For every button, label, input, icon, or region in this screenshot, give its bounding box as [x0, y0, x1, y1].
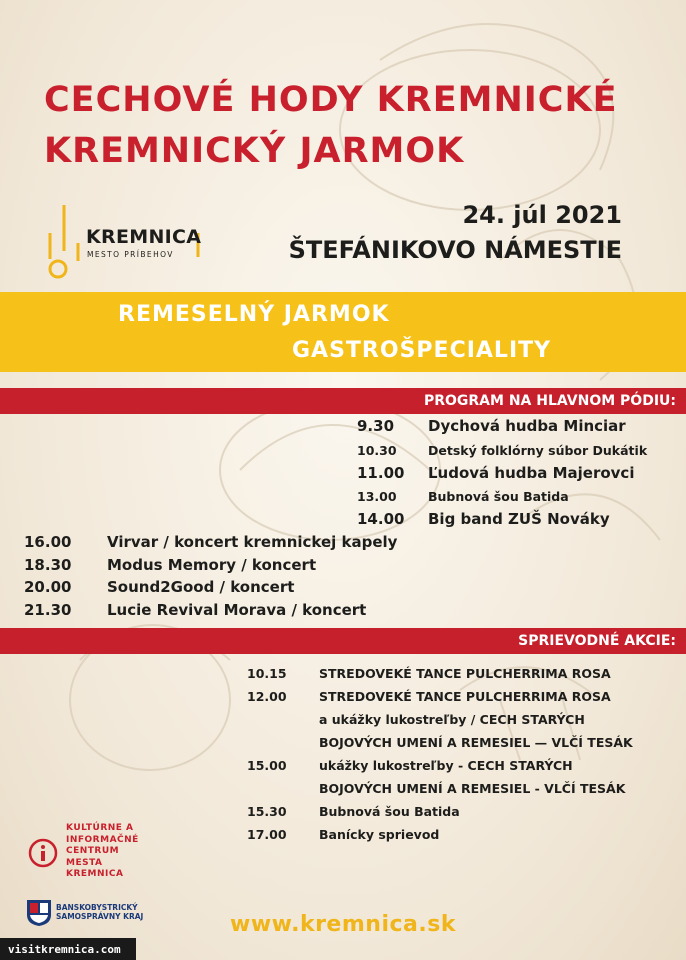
- evening-act: Sound2Good / koncert: [107, 578, 295, 596]
- side-desc: Bubnová šou Batida: [319, 804, 460, 819]
- side-desc: Banícky sprievod: [319, 827, 440, 842]
- side-time: 12.00: [247, 689, 287, 704]
- side-events-label: SPRIEVODNÉ AKCIE:: [518, 633, 676, 649]
- event-title-line2: KREMNICKÝ JARMOK: [44, 131, 465, 171]
- stage-time: 14.00: [357, 510, 405, 528]
- info-circle-icon: [28, 838, 58, 868]
- website-link[interactable]: www.kremnica.sk: [230, 912, 456, 937]
- side-desc: ukážky lukostreľby - CECH STARÝCH: [319, 758, 573, 773]
- credit-text: visitkremnica.com: [8, 943, 121, 956]
- stage-time: 9.30: [357, 417, 395, 435]
- side-events-header: [0, 628, 686, 654]
- side-desc: STREDOVEKÉ TANCE PULCHERRIMA ROSA: [319, 666, 611, 681]
- evening-time: 20.00: [24, 578, 72, 596]
- stage-time: 11.00: [357, 464, 405, 482]
- side-time: 15.00: [247, 758, 287, 773]
- stage-time: 10.30: [357, 443, 397, 458]
- side-desc: BOJOVÝCH UMENÍ A REMESIEL — VLČÍ TESÁK: [319, 735, 633, 750]
- stage-act: Bubnová šou Batida: [428, 489, 569, 504]
- stage-act: Ľudová hudba Majerovci: [428, 464, 635, 482]
- highlight-line1: REMESELNÝ JARMOK: [118, 302, 390, 327]
- main-stage-label: PROGRAM NA HLAVNOM PÓDIU:: [423, 393, 676, 409]
- side-desc: a ukážky lukostreľby / CECH STARÝCH: [319, 712, 585, 727]
- stage-act: Dychová hudba Minciar: [428, 417, 626, 435]
- evening-act: Virvar / koncert kremnickej kapely: [107, 533, 398, 551]
- bbsk-name: BANSKOBYSTRICKÝ SAMOSPRÁVNY KRAJ: [56, 903, 144, 921]
- event-date: 24. júl 2021: [462, 201, 622, 229]
- side-time: 10.15: [247, 666, 287, 681]
- evening-time: 16.00: [24, 533, 72, 551]
- main-stage-header: [0, 388, 686, 414]
- event-venue: ŠTEFÁNIKOVO NÁMESTIE: [288, 236, 622, 264]
- highlight-line2: GASTROŠPECIALITY: [292, 338, 552, 363]
- stage-act: Big band ZUŠ Nováky: [428, 510, 610, 528]
- stage-act: Detský folklórny súbor Dukátik: [428, 443, 648, 458]
- evening-time: 18.30: [24, 556, 72, 574]
- kic-name: KULTÚRNE A INFORMAČNÉ CENTRUM MESTA KREMNICA: [66, 823, 139, 879]
- event-title-line1: CECHOVÉ HODY KREMNICKÉ: [44, 80, 618, 120]
- evening-time: 21.30: [24, 601, 72, 619]
- evening-act: Lucie Revival Morava / koncert: [107, 601, 367, 619]
- logo-tagline: MESTO PRÍBEHOV: [87, 250, 174, 259]
- side-desc: STREDOVEKÉ TANCE PULCHERRIMA ROSA: [319, 689, 611, 704]
- evening-act: Modus Memory / koncert: [107, 556, 317, 574]
- side-desc: BOJOVÝCH UMENÍ A REMESIEL - VLČÍ TESÁK: [319, 781, 626, 796]
- logo-name: KREMNICA: [86, 226, 202, 248]
- side-time: 17.00: [247, 827, 287, 842]
- side-time: 15.30: [247, 804, 287, 819]
- stage-time: 13.00: [357, 489, 397, 504]
